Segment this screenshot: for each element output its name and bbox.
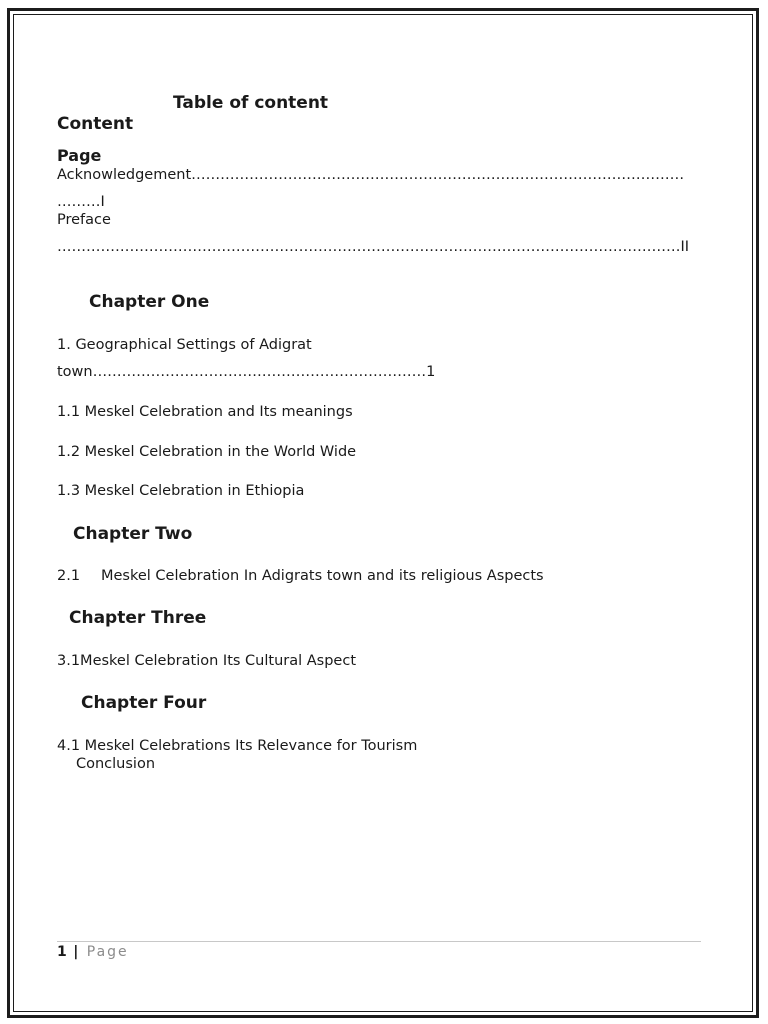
chapter-one-heading: Chapter One [89, 292, 210, 312]
toc-entry-1-3: 1.3 Meskel Celebration in Ethiopia [57, 483, 305, 499]
chapter-four-heading: Chapter Four [81, 693, 207, 713]
toc-title: Table of content [173, 93, 329, 113]
footer-separator: | [73, 944, 79, 960]
chapter-two-heading: Chapter Two [73, 524, 193, 544]
toc-entry-4-1: 4.1 Meskel Celebrations Its Relevance for Tourism [57, 738, 418, 754]
toc-entry-1-1: 1.1 Meskel Celebration and Its meanings [57, 404, 353, 420]
toc-entry-1-page: town……………………………………………………………1 [57, 364, 436, 380]
toc-entry-1-2: 1.2 Meskel Celebration in the World Wide [57, 444, 357, 460]
footer-page-number: 1 [57, 944, 67, 960]
page-footer [57, 944, 129, 960]
page-border-inner [13, 14, 753, 1012]
chapter-three-heading: Chapter Three [69, 608, 207, 628]
toc-entry-1: 1. Geographical Settings of Adigrat [57, 337, 312, 353]
toc-entry-acknowledgement: Acknowledgement………………………………………………………………………………………… [57, 167, 685, 183]
content-column-label: Content [57, 114, 134, 134]
toc-entry-3-1: 3.1Meskel Celebration Its Cultural Aspect [57, 653, 356, 669]
toc-entry-preface: Preface [57, 212, 111, 228]
toc-entry-acknowledgement-page: ………I [57, 194, 105, 210]
footer-rule [57, 941, 701, 942]
toc-entry-2-1: Meskel Celebration In Adigrats town and its religious Aspects [101, 568, 544, 584]
page-column-label: Page [57, 146, 102, 165]
toc-entry-2-1-number: 2.1 [57, 568, 81, 584]
footer-page-word: Page [86, 944, 129, 960]
toc-entry-conclusion: Conclusion [76, 756, 156, 772]
toc-entry-preface-page: …………………………………………………………………………………………………………………II [57, 239, 690, 255]
